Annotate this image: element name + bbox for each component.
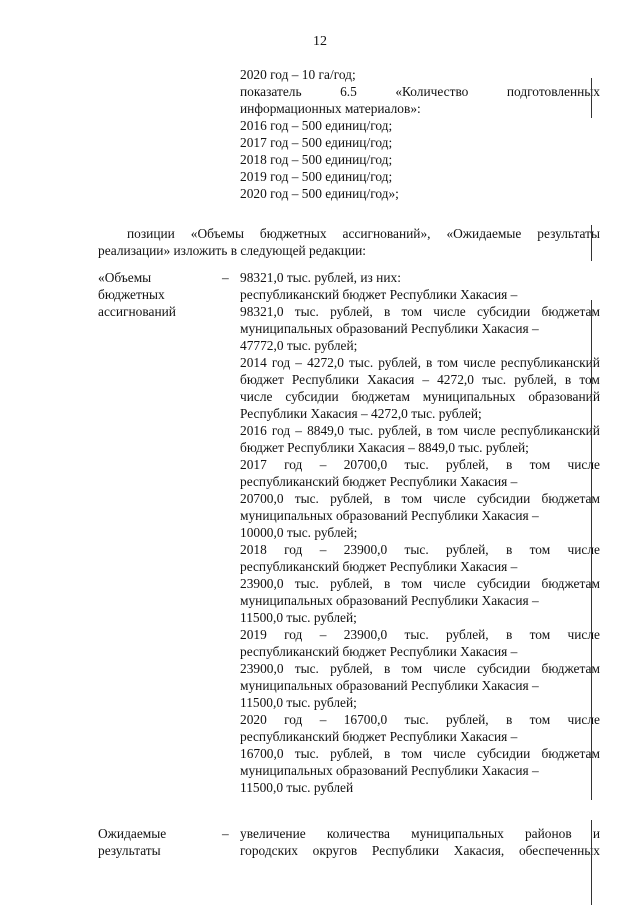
word: субсидии [476, 491, 531, 506]
text-line: информационных материалов»: [240, 101, 421, 116]
word: бюджетам [541, 304, 600, 319]
word: том [401, 576, 423, 591]
word: рублей, [514, 372, 557, 387]
word: тыс. [294, 491, 319, 506]
word: показатель [240, 84, 302, 99]
word: и [592, 826, 600, 841]
word: том [437, 355, 459, 370]
word: бюджетам [541, 661, 600, 676]
word: тыс. [294, 576, 319, 591]
justified-line [240, 491, 600, 507]
word: бюджетам [541, 491, 600, 506]
word: увеличение [240, 826, 306, 841]
justified-line [127, 226, 600, 242]
word: районов [524, 826, 572, 841]
word: в [564, 372, 572, 387]
word: 23900,0 [343, 542, 388, 557]
justified-line [240, 712, 600, 728]
word: 6.5 [340, 84, 357, 99]
word: числе [567, 627, 600, 642]
word: том [529, 457, 551, 472]
text-line: 11500,0 тыс. рублей [240, 780, 354, 795]
text-line: 10000,0 тыс. рублей; [240, 525, 358, 540]
word: тыс. [349, 355, 374, 370]
scan-margin-rule [591, 78, 592, 118]
text-line: республиканский бюджет Республики Хакасия – [240, 644, 518, 659]
word: год [284, 712, 303, 727]
word: субсидии [476, 746, 531, 761]
word: 2019 [240, 627, 267, 642]
word: рублей, [446, 712, 489, 727]
text-line: муниципальных образований Республики Хакасия – [240, 508, 539, 523]
word: бюджетных [259, 226, 327, 241]
word: результаты [537, 226, 600, 241]
word: том [401, 491, 423, 506]
word: – [319, 542, 327, 557]
word: том [529, 712, 551, 727]
word: округов [312, 843, 358, 858]
word: – [295, 423, 302, 438]
justified-line [240, 372, 600, 388]
word: в [505, 542, 513, 557]
text-line: реализации» изложить в следующей редакции: [98, 243, 366, 258]
word: бюджетам [541, 576, 600, 591]
scan-margin-rule [591, 820, 592, 905]
budget-label: бюджетных [98, 287, 165, 302]
word: в [383, 661, 391, 676]
word: бюджетам [541, 746, 600, 761]
word: в [383, 304, 391, 319]
word: числе [433, 304, 466, 319]
word: 98321,0 [240, 304, 284, 319]
word: «Ожидаемые [446, 226, 522, 241]
text-line: бюджет Республики Хакасия – 8849,0 тыс. рублей; [240, 440, 529, 455]
word: республиканский [500, 423, 600, 438]
word: 4272,0 [437, 372, 474, 387]
word: том [401, 746, 423, 761]
word: – [319, 627, 327, 642]
word: – [422, 372, 430, 387]
word: бюджет [240, 372, 284, 387]
word: том [579, 372, 600, 387]
budget-label: ассигнований [98, 304, 176, 319]
text-line: 2019 год – 500 единиц/год; [240, 169, 393, 184]
word: в [505, 457, 513, 472]
word: тыс. [404, 627, 429, 642]
word: субсидии [476, 576, 531, 591]
word: год [284, 542, 303, 557]
text-line: муниципальных образований Республики Хакасия – [240, 321, 539, 336]
word: в [383, 576, 391, 591]
word: в [426, 423, 433, 438]
word: том [437, 423, 459, 438]
word: подготовленных [506, 84, 600, 99]
word: числе [463, 355, 496, 370]
text-line: 11500,0 тыс. рублей; [240, 610, 357, 625]
word: обеспеченных [518, 843, 600, 858]
word: том [401, 304, 423, 319]
text-line: 11500,0 тыс. рублей; [240, 695, 357, 710]
word: позиции [127, 226, 175, 241]
word: числе [567, 712, 600, 727]
text-line: муниципальных образований Республики Хакасия – [240, 763, 539, 778]
word: рублей, [378, 423, 421, 438]
word: «Количество [395, 84, 469, 99]
word: тыс. [294, 661, 319, 676]
word: «Объемы [190, 226, 244, 241]
budget-label: «Объемы [98, 270, 152, 285]
word: тыс. [482, 372, 507, 387]
text-line: 2017 год – 500 единиц/год; [240, 135, 393, 150]
word: рублей, [330, 304, 373, 319]
text-line: муниципальных образований Республики Хакасия – [240, 593, 539, 608]
text-line: 2020 год – 10 га/год; [240, 67, 356, 82]
dash: – [222, 270, 229, 285]
word: 2017 [240, 457, 267, 472]
justified-line [240, 843, 600, 859]
justified-line [240, 355, 600, 371]
page-number: 12 [313, 34, 327, 49]
word: 16700,0 [343, 712, 388, 727]
text-line: 2016 год – 500 единиц/год; [240, 118, 393, 133]
word: Хакасия [367, 372, 415, 387]
word: образований [528, 389, 600, 404]
word: 2020 [240, 712, 267, 727]
text-line: муниципальных образований Республики Хакасия – [240, 678, 539, 693]
word: Республики [371, 843, 440, 858]
results-label: Ожидаемые [98, 826, 167, 841]
word: тыс. [294, 304, 319, 319]
results-label: результаты [98, 843, 161, 858]
word: Республики [291, 372, 360, 387]
word: числе [433, 576, 466, 591]
word: тыс. [404, 712, 429, 727]
word: год [284, 627, 303, 642]
word: 2014 [240, 355, 267, 370]
justified-line [240, 826, 600, 842]
word: в [505, 712, 513, 727]
word: рублей, [330, 491, 373, 506]
justified-line [240, 389, 600, 405]
text-line: 2018 год – 500 единиц/год; [240, 152, 393, 167]
word: год [284, 457, 303, 472]
word: рублей, [446, 457, 489, 472]
word: 20700,0 [343, 457, 388, 472]
word: рублей, [378, 355, 421, 370]
text-line: республиканский бюджет Республики Хакасия – [240, 474, 518, 489]
word: тыс. [349, 423, 374, 438]
word: субсидии [476, 304, 531, 319]
word: муниципальных [422, 389, 516, 404]
word: числе [240, 389, 273, 404]
word: числе [567, 542, 600, 557]
text-line: 47772,0 тыс. рублей; [240, 338, 358, 353]
word: муниципальных [411, 826, 504, 841]
word: в [383, 491, 391, 506]
word: числе [433, 661, 466, 676]
word: 2018 [240, 542, 267, 557]
word: том [401, 661, 423, 676]
word: количества [326, 826, 390, 841]
text-line: 2020 год – 500 единиц/год»; [240, 186, 399, 201]
word: рублей, [330, 661, 373, 676]
word: в [383, 746, 391, 761]
dash: – [222, 826, 229, 841]
justified-line [240, 457, 600, 473]
word: 23900,0 [240, 661, 284, 676]
word: рублей, [446, 627, 489, 642]
word: городских [240, 843, 298, 858]
word: 16700,0 [240, 746, 284, 761]
justified-line [240, 84, 600, 100]
word: в [426, 355, 433, 370]
text-line: 98321,0 тыс. рублей, из них: [240, 270, 401, 285]
word: – [295, 355, 302, 370]
word: 2016 [240, 423, 267, 438]
word: тыс. [294, 746, 319, 761]
word: 23900,0 [240, 576, 284, 591]
scan-margin-rule [591, 300, 592, 800]
word: числе [463, 423, 496, 438]
word: тыс. [404, 457, 429, 472]
word: числе [567, 457, 600, 472]
word: 8849,0 [307, 423, 344, 438]
word: рублей, [330, 746, 373, 761]
word: том [529, 627, 551, 642]
justified-line [240, 542, 600, 558]
justified-line [240, 627, 600, 643]
word: рублей, [330, 576, 373, 591]
word: бюджетам [351, 389, 410, 404]
word: Хакасия, [453, 843, 505, 858]
text-line: республиканский бюджет Республики Хакасия – [240, 729, 518, 744]
word: 20700,0 [240, 491, 284, 506]
text-line: республиканский бюджет Республики Хакасия – [240, 559, 518, 574]
word: числе [433, 746, 466, 761]
word: 4272,0 [307, 355, 344, 370]
word: год [271, 355, 291, 370]
word: – [319, 457, 327, 472]
word: – [319, 712, 327, 727]
word: субсидии [476, 661, 531, 676]
word: тыс. [404, 542, 429, 557]
text-line: Республики Хакасия – 4272,0 тыс. рублей; [240, 406, 482, 421]
scan-margin-rule [591, 225, 592, 261]
word: рублей, [446, 542, 489, 557]
word: числе [433, 491, 466, 506]
word: том [529, 542, 551, 557]
justified-line [240, 576, 600, 592]
justified-line [240, 661, 600, 677]
word: республиканский [500, 355, 600, 370]
word: 23900,0 [343, 627, 388, 642]
text-line: республиканский бюджет Республики Хакасия – [240, 287, 518, 302]
justified-line [240, 423, 600, 439]
justified-line [240, 304, 600, 320]
word: субсидии [285, 389, 339, 404]
word: ассигнований», [342, 226, 431, 241]
justified-line [240, 746, 600, 762]
word: в [505, 627, 513, 642]
word: год [271, 423, 291, 438]
